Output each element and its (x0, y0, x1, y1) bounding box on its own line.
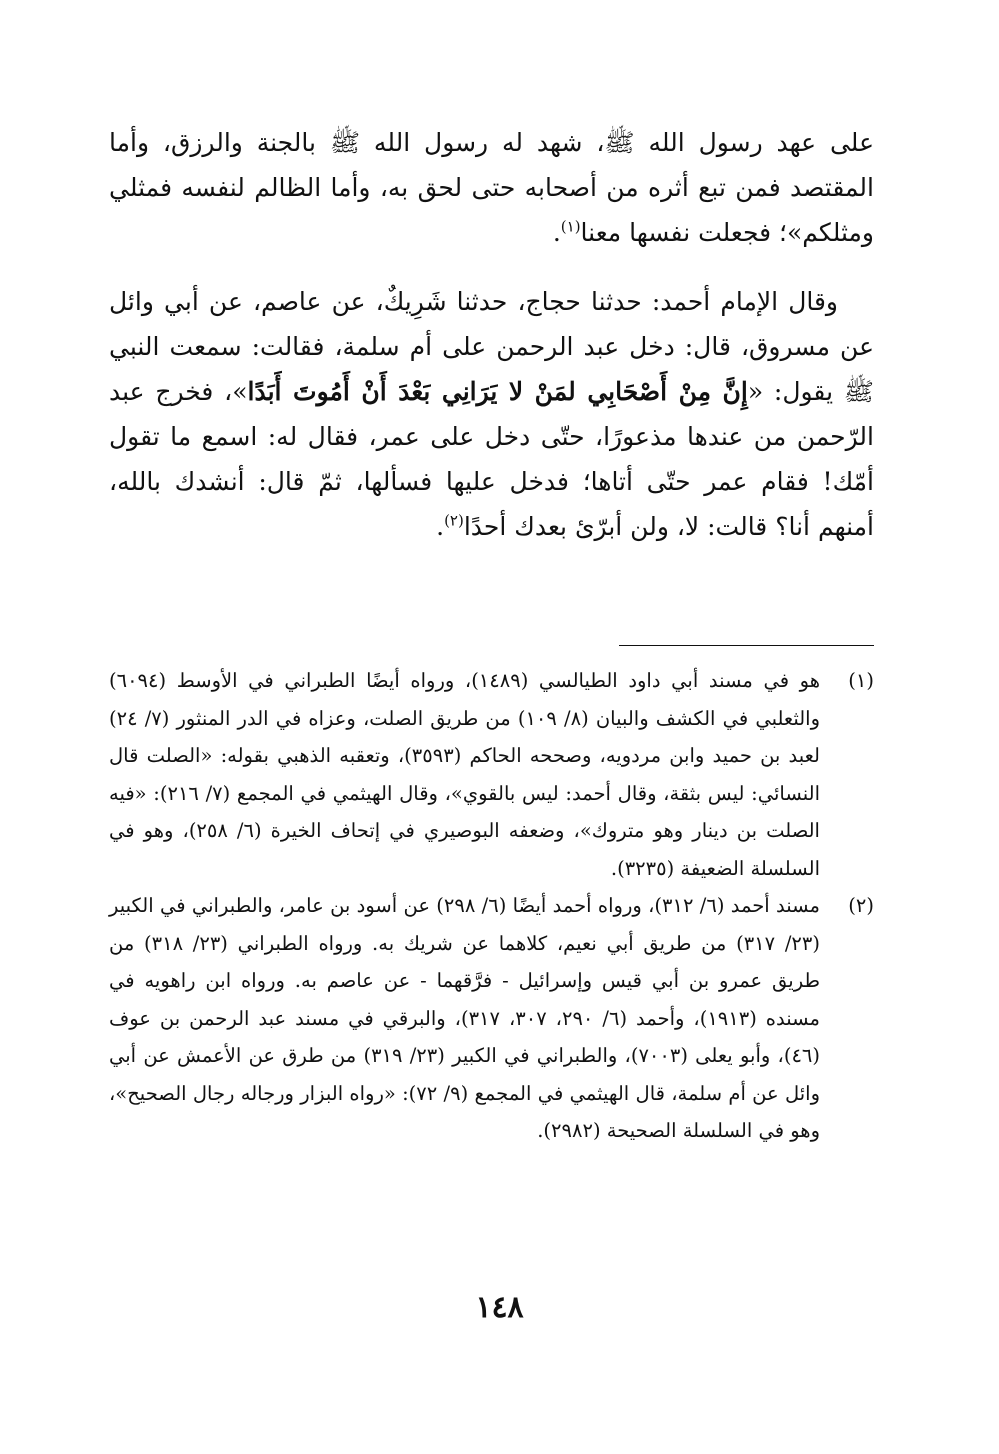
paragraph-2-text-start: وقال الإمام أحمد: حدثنا حجاج، حدثنا شَرِيكٌ، عن عاصم، عن أبي وائل عن مسروق، قال: دخل عبد الرحمن على أم سلمة، فقالت: سمعت النبي ﷺ يقول: « (109, 287, 874, 406)
footnote-2 (109, 887, 874, 1150)
paragraph-2-text-end: »، فخرج عبد الرّحمن من عندها مذعورًا، حتّى دخل على عمر، فقال له: اسمع ما تقول أمّك! فقام عمر حتّى أتاها؛ فدخل عليها فسألها، ثمّ قال: أنشدك بالله، أمنهم أنا؟ قالت: لا، ولن أبرّئ بعدك أحدًا (109, 377, 874, 541)
paragraph-1 (109, 120, 874, 255)
footnote-1-text: هو في مسند أبي داود الطيالسي (١٤٨٩)، ورواه أيضًا الطبراني في الأوسط (٦٠٩٤) والثعلبي في الكشف والبيان (٨/ ١٠٩) من طريق الصلت، وعزاه في الدر المنثور (٧/ ٢٤) لعبد بن حميد وابن مردويه، وصححه الحاكم (٣٥٩٣)، وتعقبه الذهبي بقوله: «الصلت قال النسائي: ليس بثقة، وقال أحمد: ليس بالقوي»، وقال الهيثمي في المجمع (٧/ ٢١٦): «فيه الصلت بن دينار وهو متروك»، وضعفه البوصيري في إتحاف الخيرة (٦/ ٢٥٨)، وهو في السلسلة الضعيفة (٣٢٣٥). (109, 669, 820, 880)
paragraph-2 (109, 279, 874, 549)
footnote-ref-2[interactable]: (٢) (444, 511, 464, 530)
hadith-quote: إِنَّ مِنْ أَصْحَابِي لمَنْ لا يَرَانِي بَعْدَ أَنْ أَمُوتَ أَبَدًا (247, 377, 748, 406)
footnotes (109, 662, 874, 1150)
footnote-1 (109, 662, 874, 887)
page-number: ١٤٨ (475, 1290, 524, 1325)
paragraph-2-period: . (436, 512, 445, 541)
paragraph-1-text: على عهد رسول الله ﷺ، شهد له رسول الله ﷺ بالجنة والرزق، وأما المقتصد فمن تبع أثره من أصحابه حتى لحق به، وأما الظالم لنفسه فمثلي ومثلكم»؛ فجعلت نفسها معنا (109, 128, 874, 247)
main-text (109, 120, 874, 549)
footnote-2-text: مسند أحمد (٦/ ٣١٢)، ورواه أحمد أيضًا (٦/ ٢٩٨) عن أسود بن عامر، والطبراني في الكبير (٢٣/ ٣١٧) من طريق أبي نعيم، كلاهما عن شريك به. ورواه الطبراني (٢٣/ ٣١٨) من طريق عمرو بن أبي قيس وإسرائيل - فرَّقهما - عن عاصم به. ورواه ابن راهويه في مسنده (١٩١٣)، وأحمد (٦/ ٢٩٠، ٣٠٧، ٣١٧)، والبرقي في مسند عبد الرحمن بن عوف (٤٦)، وأبو يعلى (٧٠٠٣)، والطبراني في الكبير (٢٣/ ٣١٩) من طرق عن الأعمش عن أبي وائل عن أم سلمة، قال الهيثمي في المجمع (٩/ ٧٢): «رواه البزار ورجاله رجال الصحيح»، وهو في السلسلة الصحيحة (٢٩٨٢). (109, 894, 820, 1142)
footnote-divider (619, 645, 874, 646)
paragraph-1-end: . (552, 218, 561, 247)
footnote-1-number: (١) (848, 669, 874, 692)
footnote-ref-1[interactable]: (١) (560, 217, 581, 236)
footnote-2-number: (٢) (848, 894, 874, 917)
